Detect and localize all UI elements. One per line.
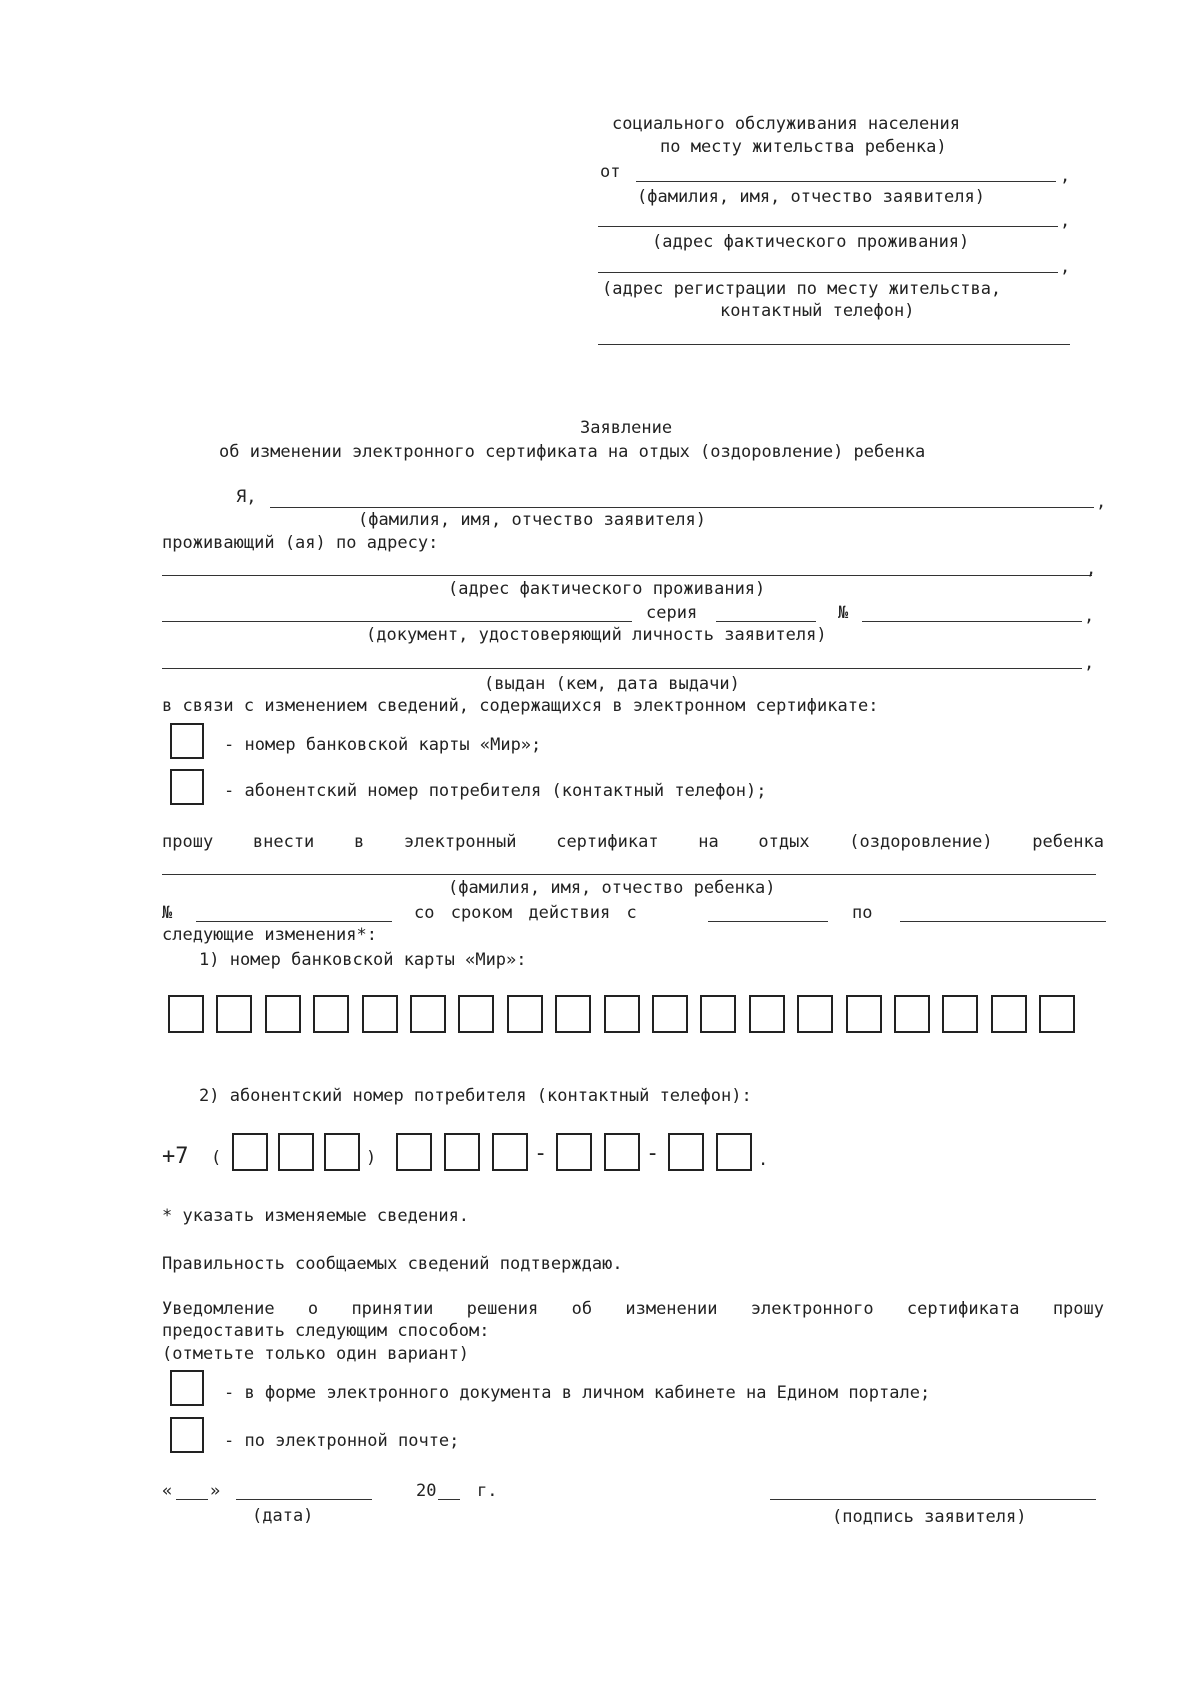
card-digit-box[interactable] xyxy=(410,995,446,1033)
phone-digit-box[interactable] xyxy=(444,1133,480,1171)
header-line-2: по месту жительства ребенка) xyxy=(660,137,947,157)
fio-field[interactable] xyxy=(270,507,1094,508)
request-word: электронный xyxy=(403,832,517,852)
day-field[interactable] xyxy=(176,1499,208,1500)
residing-address-field[interactable] xyxy=(162,575,1092,576)
phone-digit-box[interactable] xyxy=(396,1133,432,1171)
card-number-boxes xyxy=(168,995,1088,1035)
comma: , xyxy=(1086,559,1097,579)
comma: , xyxy=(1060,166,1071,186)
phone-digit-box[interactable] xyxy=(556,1133,592,1171)
card-digit-box[interactable] xyxy=(991,995,1027,1033)
request-word: прошу xyxy=(162,832,214,852)
signature-field[interactable] xyxy=(770,1499,1096,1500)
phone-digit-box[interactable] xyxy=(278,1133,314,1171)
card-digit-box[interactable] xyxy=(168,995,204,1033)
request-word: ребенка xyxy=(1032,832,1104,852)
phone-contact-field[interactable] xyxy=(598,344,1070,345)
card-digit-box[interactable] xyxy=(555,995,591,1033)
card-digit-box[interactable] xyxy=(362,995,398,1033)
checkbox-portal[interactable] xyxy=(170,1370,204,1406)
series-label: серия xyxy=(646,603,698,623)
card-digit-box[interactable] xyxy=(604,995,640,1033)
registration-caption-2: контактный телефон) xyxy=(720,301,915,321)
issued-caption: (выдан (кем, дата выдачи) xyxy=(484,674,740,694)
card-digit-box[interactable] xyxy=(894,995,930,1033)
issued-by-field[interactable] xyxy=(162,668,1082,669)
comma: , xyxy=(1060,257,1071,277)
i-label: Я, xyxy=(236,487,257,507)
footnote: * указать изменяемые сведения. xyxy=(162,1206,470,1226)
request-word: в xyxy=(353,832,365,852)
checkbox-email[interactable] xyxy=(170,1417,204,1453)
comma: , xyxy=(1060,211,1071,231)
request-word: отдых xyxy=(758,832,810,852)
document-caption: (документ, удостоверяющий личность заявителя) xyxy=(366,625,827,645)
card-digit-box[interactable] xyxy=(797,995,833,1033)
confirm-text: Правильность сообщаемых сведений подтверждаю. xyxy=(162,1254,623,1274)
card-digit-box[interactable] xyxy=(846,995,882,1033)
date-caption: (дата) xyxy=(252,1506,314,1526)
checkbox-phone[interactable] xyxy=(170,769,204,805)
request-word: внести xyxy=(252,832,315,852)
card-digit-box[interactable] xyxy=(652,995,688,1033)
address-caption: (адрес фактического проживания) xyxy=(448,579,766,599)
document-subtitle: об изменении электронного сертификата на отдых (оздоровление) ребенка xyxy=(219,442,926,462)
signature-caption: (подпись заявителя) xyxy=(832,1507,1027,1527)
following-changes: следующие изменения*: xyxy=(162,925,377,945)
request-word: на xyxy=(698,832,719,852)
to-label: по xyxy=(852,903,873,923)
child-caption: (фамилия, имя, отчество ребенка) xyxy=(448,878,776,898)
card-digit-box[interactable] xyxy=(749,995,785,1033)
request-word: сертификат xyxy=(556,832,659,852)
actual-address-caption: (адрес фактического проживания) xyxy=(652,232,970,252)
request-word: (оздоровление) xyxy=(849,832,993,852)
card-digit-box[interactable] xyxy=(942,995,978,1033)
card-digit-box[interactable] xyxy=(265,995,301,1033)
notify-option-email: - по электронной почте; xyxy=(224,1431,460,1451)
notify-line-1: Уведомление о принятии решения об изменении электронного сертификата прошу xyxy=(162,1299,1104,1319)
phone-digit-box[interactable] xyxy=(492,1133,528,1171)
quote-close: » xyxy=(210,1481,221,1501)
number-sign: № xyxy=(838,603,849,623)
header-line-1: социального обслуживания населения xyxy=(612,114,960,134)
from-label: от xyxy=(600,162,621,182)
notify-line-2: предоставить следующим способом: xyxy=(162,1321,490,1341)
option-phone-label: - абонентский номер потребителя (контактный телефон); xyxy=(224,781,767,801)
child-name-field[interactable] xyxy=(162,874,1096,875)
item-2-label: 2) абонентский номер потребителя (контактный телефон): xyxy=(199,1086,752,1106)
comma: , xyxy=(1096,492,1107,512)
validity-label: со сроком действия с xyxy=(414,903,637,923)
phone-dot: . xyxy=(758,1150,769,1170)
registration-address-field[interactable] xyxy=(598,272,1058,273)
phone-digit-box[interactable] xyxy=(716,1133,752,1171)
phone-digit-box[interactable] xyxy=(324,1133,360,1171)
option-card-label: - номер банковской карты «Мир»; xyxy=(224,735,542,755)
fio-caption: (фамилия, имя, отчество заявителя) xyxy=(358,510,706,530)
series-field[interactable] xyxy=(716,621,816,622)
comma: , xyxy=(1084,653,1095,673)
document-title: Заявление xyxy=(580,418,673,438)
card-digit-box[interactable] xyxy=(458,995,494,1033)
registration-caption-1: (адрес регистрации по месту жительства, xyxy=(602,279,1002,299)
card-digit-box[interactable] xyxy=(1039,995,1075,1033)
phone-digit-box[interactable] xyxy=(668,1133,704,1171)
in-connection-text: в связи с изменением сведений, содержащихся в электронном сертификате: xyxy=(162,696,879,716)
valid-from-field[interactable] xyxy=(708,921,828,922)
request-line xyxy=(162,834,1104,851)
applicant-caption: (фамилия, имя, отчество заявителя) xyxy=(637,187,985,207)
phone-digit-box[interactable] xyxy=(232,1133,268,1171)
checkbox-card[interactable] xyxy=(170,723,204,759)
phone-dash: - xyxy=(534,1141,548,1166)
quote-open: « xyxy=(162,1481,173,1501)
document-type-field[interactable] xyxy=(162,621,632,622)
card-digit-box[interactable] xyxy=(216,995,252,1033)
card-digit-box[interactable] xyxy=(313,995,349,1033)
notify-line-3: (отметьте только один вариант) xyxy=(162,1344,470,1364)
comma: , xyxy=(1084,606,1095,626)
residing-label: проживающий (ая) по адресу: xyxy=(162,533,439,553)
card-digit-box[interactable] xyxy=(700,995,736,1033)
valid-to-field[interactable] xyxy=(900,921,1106,922)
actual-address-field[interactable] xyxy=(598,226,1058,227)
month-field[interactable] xyxy=(236,1499,372,1500)
phone-digit-box[interactable] xyxy=(604,1133,640,1171)
notify-option-portal: - в форме электронного документа в личном кабинете на Едином портале; xyxy=(224,1383,931,1403)
cert-number-sign: № xyxy=(162,903,173,923)
phone-close-paren: ) xyxy=(366,1148,377,1168)
year-suffix: г. xyxy=(477,1481,498,1501)
card-digit-box[interactable] xyxy=(507,995,543,1033)
year-field[interactable] xyxy=(438,1499,460,1500)
applicant-name-field[interactable] xyxy=(636,181,1056,182)
year-prefix: 20 xyxy=(416,1481,437,1501)
phone-open-paren: ( xyxy=(211,1148,222,1168)
phone-dash: - xyxy=(646,1141,660,1166)
document-number-field[interactable] xyxy=(862,621,1082,622)
item-1-label: 1) номер банковской карты «Мир»: xyxy=(199,950,527,970)
cert-number-field[interactable] xyxy=(196,921,392,922)
phone-prefix: +7 xyxy=(162,1144,189,1169)
